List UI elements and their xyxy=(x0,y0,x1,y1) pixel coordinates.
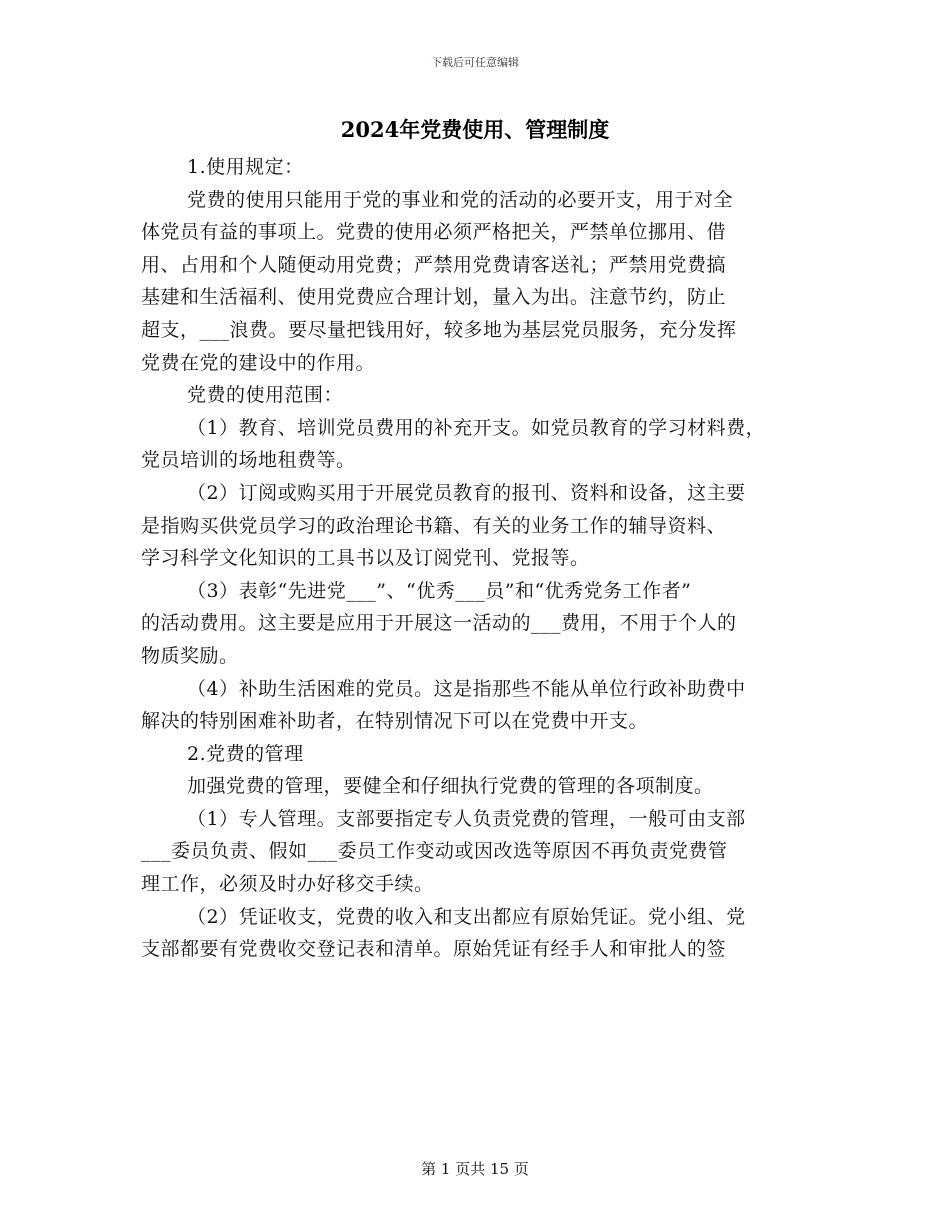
body-line: 学习科学文化知识的工具书以及订阅党刊、党报等。 xyxy=(141,547,590,570)
body-line: 超支，___浪费。要尽量把钱用好，较多地为基层党员服务，充分发挥 xyxy=(141,318,737,341)
page-footer: 第 1 页共 15 页 xyxy=(421,1160,529,1178)
body-line: 1.使用规定： xyxy=(187,156,304,178)
body-line: 党费在党的建设中的作用。 xyxy=(141,351,376,374)
body-line: 党费的使用只能用于党的事业和党的活动的必要开支，用于对全 xyxy=(187,188,734,211)
body-line: 加强党费的管理，要健全和仔细执行党费的管理的各项制度。 xyxy=(187,775,714,798)
body-line: 物质奖励。 xyxy=(141,644,239,667)
document-title: 2024年党费使用、管理制度 xyxy=(340,117,610,142)
body-line: 体党员有益的事项上。党费的使用必须严格把关，严禁单位挪用、借 xyxy=(141,221,727,244)
body-line: ___委员负责、假如___委员工作变动或因改选等原因不再负责党费管 xyxy=(141,840,728,863)
header-note: 下载后可任意编辑 xyxy=(431,56,519,69)
body-line: （1）专人管理。支部要指定专人负责党费的管理，一般可由支部 xyxy=(187,807,746,830)
body-line: （3）表彰“先进党___”、“优秀___员”和“优秀党务工作者” xyxy=(187,579,692,602)
body-line: 党员培训的场地租费等。 xyxy=(141,449,356,472)
body-line: 党费的使用范围： xyxy=(187,384,344,407)
body-line: 解决的特别困难补助者，在特别情况下可以在党费中开支。 xyxy=(141,710,649,733)
body-line: 是指购买供党员学习的政治理论书籍、有关的业务工作的辅导资料、 xyxy=(141,514,727,537)
body-line: 用、占用和个人随便动用党费；严禁用党费请客送礼；严禁用党费搞 xyxy=(141,253,727,276)
body-line: 的活动费用。这主要是应用于开展这一活动的___费用，不用于个人的 xyxy=(141,612,737,635)
body-line: 2.党费的管理 xyxy=(187,742,304,765)
body-line: （1）教育、培训党员费用的补充开支。如党员教育的学习材料费， xyxy=(187,416,766,439)
document-body xyxy=(141,151,816,966)
body-line: 支部都要有党费收交登记表和清单。原始凭证有经手人和审批人的签 xyxy=(141,938,727,961)
body-line: （2）凭证收支，党费的收入和支出都应有原始凭证。党小组、党 xyxy=(187,905,746,928)
body-line: 基建和生活福利、使用党费应合理计划，量入为出。注意节约，防止 xyxy=(141,286,727,309)
body-line: （2）订阅或购买用于开展党员教育的报刊、资料和设备，这主要 xyxy=(187,481,746,504)
body-line: （4）补助生活困难的党员。这是指那些不能从单位行政补助费中 xyxy=(187,677,746,700)
body-line: 理工作，必须及时办好移交手续。 xyxy=(141,873,434,896)
